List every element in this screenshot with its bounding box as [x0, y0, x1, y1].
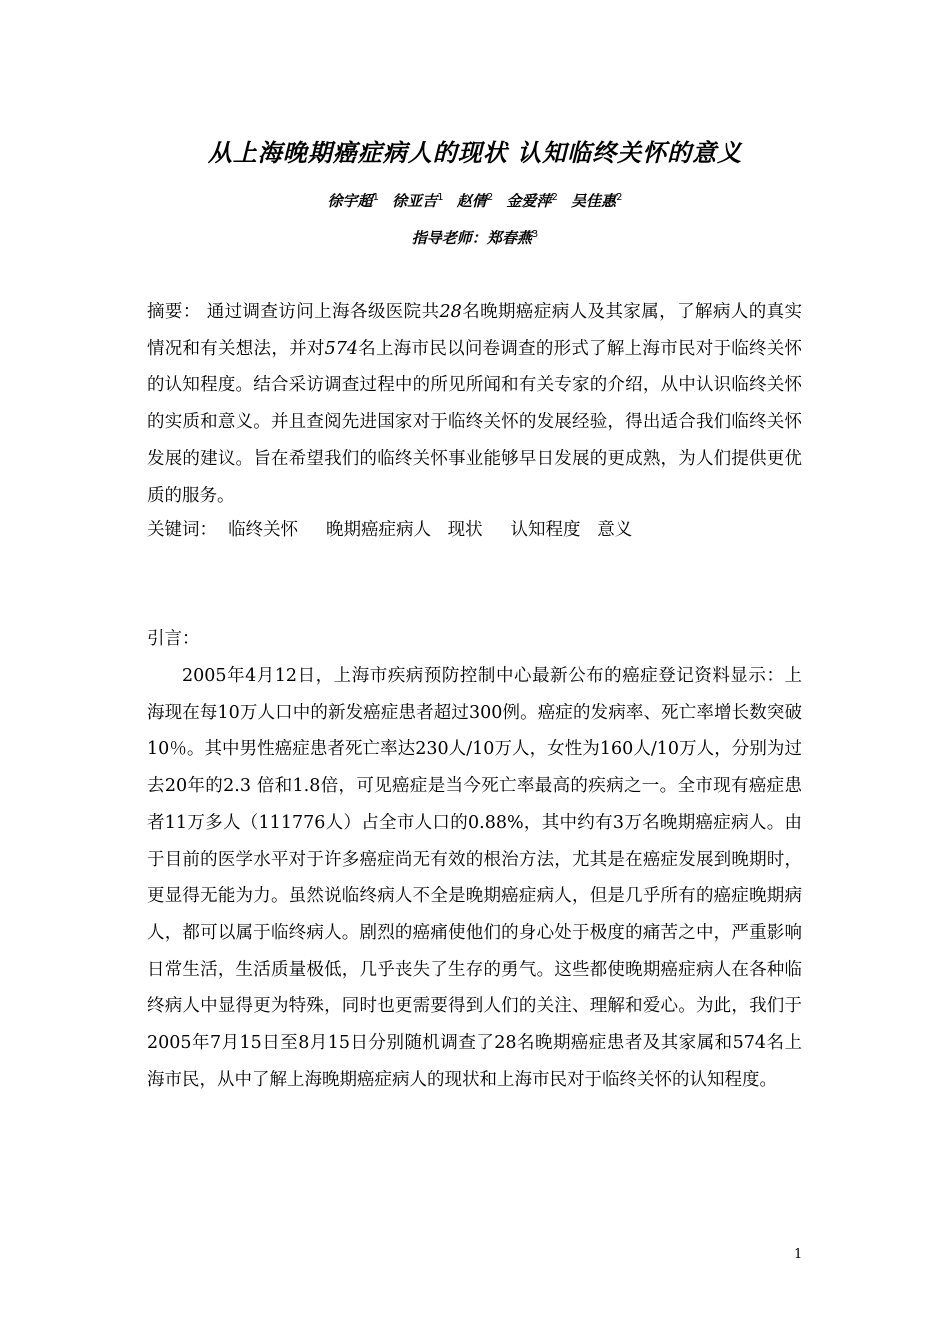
- author: [506, 192, 557, 210]
- author-affiliation: 2: [551, 192, 558, 203]
- author: [571, 192, 622, 210]
- page-number: 1: [794, 1247, 803, 1262]
- keyword: 意义: [597, 520, 633, 540]
- author-affiliation: 1: [437, 192, 444, 203]
- abstract-text: 通过调查访问上海各级医院共: [200, 302, 440, 322]
- keyword: 现状: [447, 520, 483, 540]
- author-name: 徐宇超: [327, 192, 373, 210]
- advisor-line: [0, 227, 950, 248]
- author: [392, 192, 443, 210]
- abstract-number: 574: [324, 338, 359, 359]
- abstract-label: 摘要：: [147, 302, 201, 322]
- document-title: 从上海晚期癌症病人的现状 认知临终关怀的意义: [207, 139, 743, 167]
- abstract-paragraph: [147, 294, 802, 514]
- abstract-text: 名晚期癌症病人及其家属，了解病人的真实情况和有关想法，并对: [147, 302, 803, 359]
- author-name: 吴佳惠: [571, 192, 617, 210]
- keywords-line: [147, 515, 802, 545]
- introduction-paragraph: 2005年4月12日，上海市疾病预防控制中心最新公布的癌症登记资料显示：上海现在每10万人口中的新发癌症患者超过300例。癌症的发病率、死亡率增长数突破10％。其中男性癌症患者死亡率达230人/10万人，女性为160人/10万人，分别为过去20年的2.3 倍和1.8倍，可见癌症是当今死亡率最高的疾病之一。全市现有癌症患者11万多人（111776人）占全市人口的0.88%，其中约有3万名晚期癌症病人。由于目前的医学水平对于许多癌症尚无有效的根治方法，尤其是在癌症发展到晚期时，更显得无能为力。虽然说临终病人不全是晚期癌症病人，但是几乎所有的癌症晚期病人，都可以属于临终病人。剧烈的癌痛使他们的身心处于极度的痛苦之中，严重影响日常生活，生活质量极低，几乎丧失了生存的勇气。这些都使晚期癌症病人在各种临终病人中显得更为特殊，同时也更需要得到人们的关注、理解和爱心。为此，我们于2005年7月15日至8月15日分别随机调查了28名晚期癌症患者及其家属和574名上海市民，从中了解上海晚期癌症病人的现状和上海市民对于临终关怀的认知程度。: [147, 666, 802, 1090]
- abstract-text: 名上海市民以问卷调查的形式了解上海市民对于临终关怀的认知程度。结合采访调查过程中的所见所闻和有关专家的介绍，从中认识临终关怀的实质和意义。并且查阅先进国家对于临终关怀的发展经验，得出适合我们临终关怀发展的建议。旨在希望我们的临终关怀事业能够早日发展的更成熟，为人们提供更优质的服务。: [147, 338, 803, 506]
- keyword: 晚期癌症病人: [325, 520, 431, 540]
- keywords-label: 关键词：: [147, 520, 217, 540]
- author-affiliation: 2: [616, 192, 623, 203]
- advisor-affiliation: 3: [531, 229, 539, 240]
- advisor-name: 郑春燕: [486, 229, 532, 247]
- keyword: 临终关怀: [228, 520, 299, 540]
- author-affiliation: 2: [486, 192, 494, 203]
- author-list: [0, 190, 950, 211]
- keyword: 认知程度: [510, 520, 581, 540]
- introduction-heading: 引言：: [147, 629, 200, 649]
- advisor-label: 指导老师：: [411, 229, 487, 247]
- author: [328, 192, 379, 210]
- author-name: 徐亚吉: [392, 192, 438, 210]
- author: [457, 192, 493, 210]
- author-name: 金爱萍: [506, 192, 552, 210]
- author-affiliation: 1: [372, 192, 379, 203]
- author-name: 赵倩: [456, 192, 487, 210]
- abstract-number: 28: [439, 302, 462, 322]
